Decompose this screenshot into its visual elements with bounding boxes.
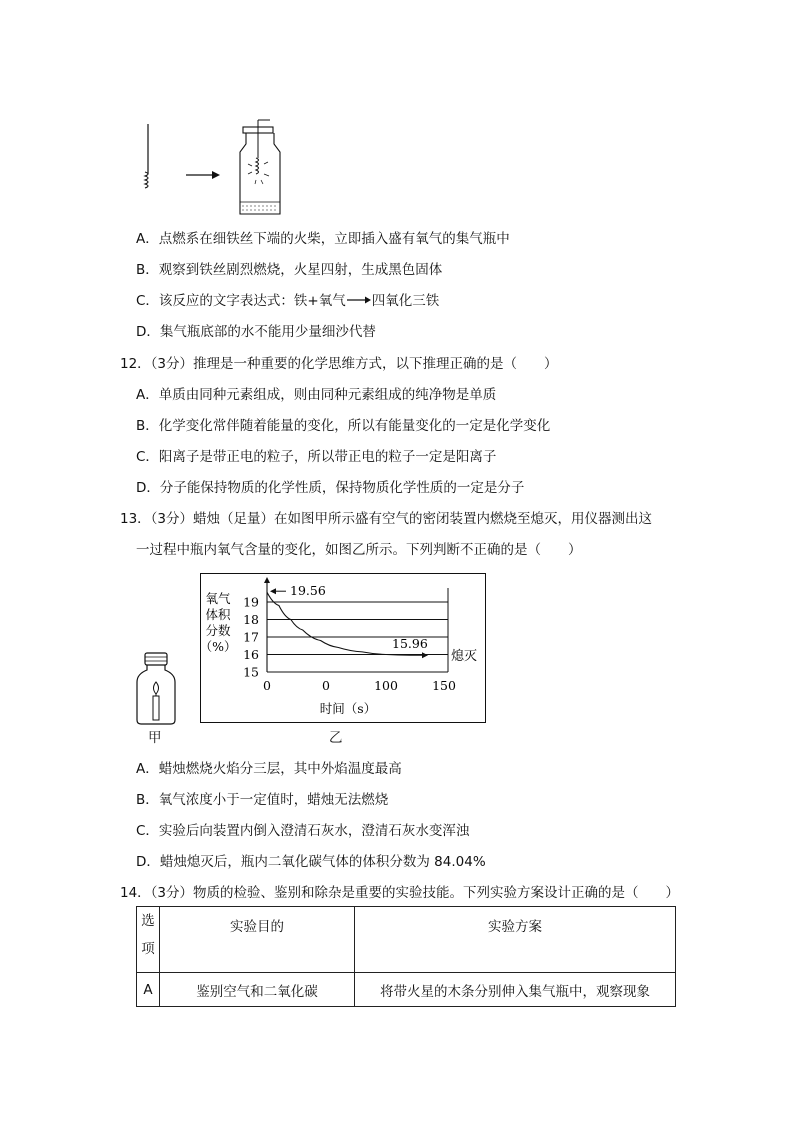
q13-stem-line2: 一过程中瓶内氧气含量的变化，如图乙所示。下列判断不正确的是（ ） — [136, 542, 582, 558]
q11-option-c-product: 四氧化三铁 — [371, 293, 440, 309]
x-tick-label: 0 — [263, 678, 271, 693]
x-tick-label: 0 — [322, 678, 330, 693]
table-header-option — [137, 907, 160, 973]
q11-option-b: B．观察到铁丝剧烈燃烧，火星四射，生成黑色固体 — [136, 262, 443, 278]
q14-table — [136, 906, 676, 1007]
table-cell-option: A — [137, 973, 160, 1007]
q13-option-b: B．氧气浓度小于一定值时，蜡烛无法燃烧 — [136, 792, 389, 808]
q12-option-d: D．分子能保持物质的化学性质，保持物质化学性质的一定是分子 — [136, 480, 525, 496]
iron-wire-oxygen-figure — [130, 118, 310, 220]
q13-stem-line1: 13．（3分）蜡烛（足量）在如图甲所示盛有空气的密闭装置内燃烧至熄灭，用仪器测出这 — [120, 511, 653, 527]
q14-stem: 14．（3分）物质的检验、鉴别和除杂是重要的实验技能。下列实验方案设计正确的是（ ） — [120, 885, 680, 901]
table-row — [137, 973, 676, 1007]
q12-option-b: B．化学变化常伴随着能量的变化，所以有能量变化的一定是化学变化 — [136, 418, 551, 434]
y-label-line: 体积 — [205, 607, 231, 622]
y-label-line: （%） — [200, 639, 237, 654]
chart-x-label: 时间（s） — [319, 701, 377, 716]
q13-option-d: D．蜡烛熄灭后，瓶内二氧化碳气体的体积分数为 84.04% — [136, 854, 486, 870]
x-tick-label: 100 — [374, 678, 398, 693]
table-cell-plan: 将带火星的木条分别伸入集气瓶中，观察现象 — [355, 973, 676, 1007]
header-option-text: 选 项 — [141, 913, 155, 957]
table-cell-purpose: 鉴别空气和二氧化碳 — [160, 973, 355, 1007]
extinguish-label: 熄灭 — [451, 649, 478, 665]
table-header-plan: 实验方案 — [355, 907, 676, 973]
q12-option-c: C．阳离子是带正电的粒子，所以带正电的粒子一定是阳离子 — [136, 449, 497, 465]
q11-option-c — [136, 292, 439, 310]
candle-bottle-figure — [134, 650, 178, 728]
start-value-label: 19.56 — [290, 583, 326, 599]
y-tick-label: 19 — [243, 594, 259, 610]
y-label-line: 分数 — [205, 623, 231, 638]
figure-yi-label: 乙 — [329, 730, 343, 746]
table-header-row — [137, 907, 676, 973]
q12-stem: 12．（3分）推理是一种重要的化学思维方式，以下推理正确的是（ ） — [120, 356, 558, 372]
q11-option-d: D．集气瓶底部的水不能用少量细沙代替 — [136, 324, 376, 340]
y-label-line: 氧气 — [205, 591, 231, 606]
q11-option-a: A．点燃系在细铁丝下端的火柴，立即插入盛有氧气的集气瓶中 — [136, 231, 510, 247]
end-value-label: 15.96 — [392, 636, 428, 652]
q12-option-a: A．单质由同种元素组成，则由同种元素组成的纯净物是单质 — [136, 387, 497, 403]
reaction-arrow-icon — [346, 292, 372, 310]
q11-option-c-text: C．该反应的文字表达式：铁+氧气 — [136, 293, 346, 309]
oxygen-chart — [200, 573, 486, 723]
figure-jia-label: 甲 — [148, 730, 162, 746]
y-tick-label: 17 — [243, 629, 259, 645]
x-tick-label: 150 — [432, 678, 456, 693]
q13-option-c: C．实验后向装置内倒入澄清石灰水，澄清石灰水变浑浊 — [136, 823, 470, 839]
q13-option-a: A．蜡烛燃烧火焰分三层，其中外焰温度最高 — [136, 761, 402, 777]
y-tick-label: 15 — [243, 664, 259, 680]
y-tick-label: 18 — [243, 612, 259, 627]
table-header-purpose: 实验目的 — [160, 907, 355, 973]
y-tick-label: 16 — [243, 647, 259, 662]
chart-y-ticks — [243, 595, 259, 680]
